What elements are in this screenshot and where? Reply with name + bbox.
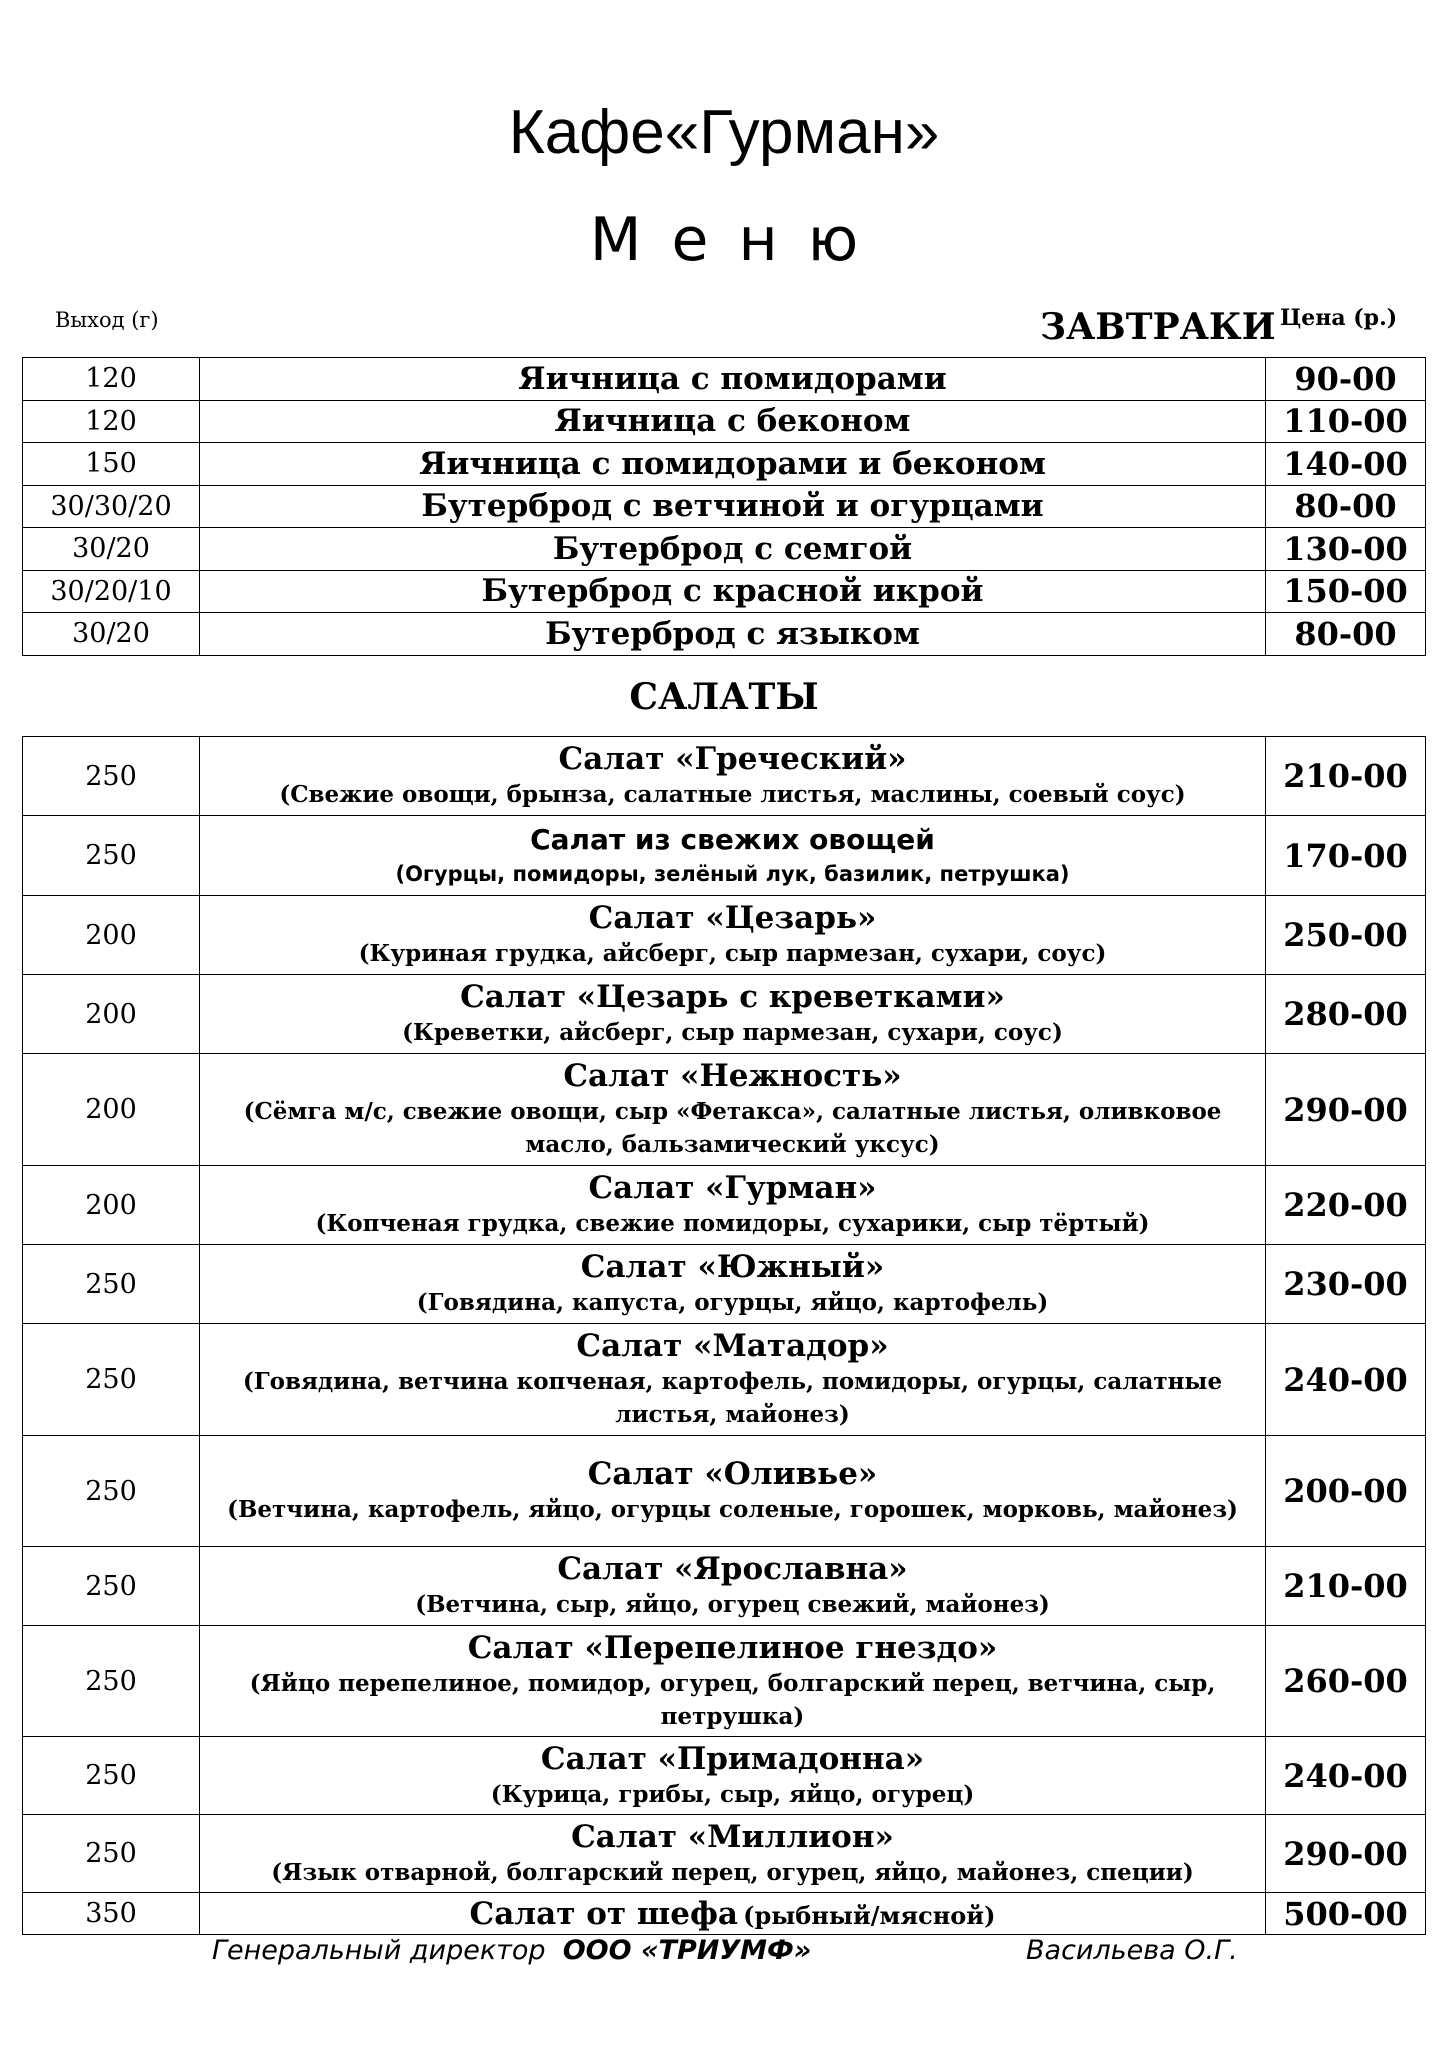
- item-description: (Язык отварной, болгарский перец, огурец, яйцо, майонез, специи): [271, 1858, 1194, 1886]
- table-row: [23, 1324, 1426, 1436]
- item-description: (Яйцо перепелиное, помидор, огурец, болгарский перец, ветчина, сыр, петрушка): [249, 1669, 1216, 1730]
- item-name: Бутерброд с ветчиной и огурцами: [200, 485, 1266, 528]
- item-cell: [200, 1245, 1266, 1324]
- item-name: Салат «Греческий»: [558, 741, 907, 777]
- item-description: (Куриная грудка, айсберг, сыр пармезан, сухари, соус): [358, 940, 1107, 967]
- item-name: Салат «Перепелиное гнездо»: [467, 1629, 998, 1666]
- item-note: (рыбный/мясной): [743, 1900, 996, 1930]
- item-name: Салат «Нежность»: [563, 1058, 902, 1094]
- item-price: 280-00: [1266, 975, 1426, 1054]
- weight-column-label: Выход (г): [55, 308, 159, 332]
- table-row: [23, 816, 1426, 896]
- item-price: 150-00: [1266, 570, 1426, 613]
- item-name: Салат «Цезарь»: [588, 900, 877, 936]
- item-weight: 200: [23, 1054, 200, 1166]
- item-weight: 250: [23, 816, 200, 896]
- item-weight: 30/30/20: [23, 485, 200, 528]
- item-weight: 250: [23, 1324, 200, 1436]
- item-price: 110-00: [1266, 400, 1426, 443]
- item-weight: 350: [23, 1893, 200, 1935]
- item-weight: 120: [23, 400, 200, 443]
- item-description: (Говядина, капуста, огурцы, яйцо, картофель): [416, 1289, 1049, 1316]
- item-weight: 150: [23, 443, 200, 486]
- item-weight: 120: [23, 358, 200, 401]
- table-row: [23, 896, 1426, 975]
- breakfast-section-title: ЗАВТРАКИ: [1040, 306, 1276, 348]
- table-row: [23, 1893, 1426, 1935]
- item-description: (Креветки, айсберг, сыр пармезан, сухари, соус): [402, 1019, 1063, 1046]
- item-cell: [200, 896, 1266, 975]
- table-row: [23, 528, 1426, 571]
- table-row: [23, 975, 1426, 1054]
- salads-table: [22, 736, 1426, 1935]
- item-price: 240-00: [1266, 1737, 1426, 1815]
- item-description: (Говядина, ветчина копченая, картофель, помидоры, огурцы, салатные листья, майонез): [242, 1368, 1223, 1428]
- item-name: Салат «Цезарь с креветками»: [460, 979, 1005, 1015]
- table-row: [23, 1245, 1426, 1324]
- item-price: 230-00: [1266, 1245, 1426, 1324]
- item-description: (Курица, грибы, сыр, яйцо, огурец): [490, 1780, 975, 1808]
- item-weight: 200: [23, 896, 200, 975]
- item-price: 80-00: [1266, 613, 1426, 656]
- item-name: Салат «Ярославна»: [557, 1551, 908, 1587]
- table-row: [23, 1436, 1426, 1547]
- item-cell: [200, 1324, 1266, 1436]
- table-row: [23, 1166, 1426, 1245]
- menu-subtitle: Меню: [589, 205, 889, 275]
- item-price: 210-00: [1266, 1547, 1426, 1626]
- item-weight: 250: [23, 1815, 200, 1893]
- item-weight: 250: [23, 1626, 200, 1737]
- item-cell: [200, 1815, 1266, 1893]
- item-name: Бутерброд с красной икрой: [200, 570, 1266, 613]
- table-row: [23, 485, 1426, 528]
- item-name: Салат «Оливье»: [587, 1456, 878, 1492]
- item-name: Бутерброд с семгой: [200, 528, 1266, 571]
- item-name: Салат «Миллион»: [571, 1818, 894, 1855]
- item-price: 260-00: [1266, 1626, 1426, 1737]
- item-weight: 200: [23, 975, 200, 1054]
- item-cell: [200, 816, 1266, 896]
- signature-line: [212, 1935, 811, 1966]
- item-weight: 250: [23, 1436, 200, 1547]
- company-name: ООО «ТРИУМФ»: [562, 1935, 812, 1966]
- table-row: [23, 613, 1426, 656]
- signatory-name: Васильева О.Г.: [1026, 1935, 1238, 1966]
- item-price: 500-00: [1266, 1893, 1426, 1935]
- price-column-label: Цена (р.): [1280, 305, 1398, 331]
- item-price: 210-00: [1266, 737, 1426, 816]
- table-row: [23, 1054, 1426, 1166]
- item-description: (Ветчина, картофель, яйцо, огурцы соленые, горошек, морковь, майонез): [227, 1496, 1238, 1523]
- item-description: (Сёмга м/с, свежие овощи, сыр «Фетакса», салатные листья, оливковое масло, бальзамический уксус): [243, 1098, 1222, 1158]
- item-price: 80-00: [1266, 485, 1426, 528]
- item-cell: [200, 1054, 1266, 1166]
- table-row: [23, 1626, 1426, 1737]
- item-description: (Ветчина, сыр, яйцо, огурец свежий, майонез): [415, 1591, 1050, 1618]
- item-cell: [200, 1626, 1266, 1737]
- breakfast-table: [22, 357, 1426, 656]
- item-weight: 250: [23, 1547, 200, 1626]
- item-price: 90-00: [1266, 358, 1426, 401]
- item-name: Салат «Гурман»: [588, 1170, 877, 1206]
- item-weight: 250: [23, 737, 200, 816]
- item-weight: 30/20: [23, 613, 200, 656]
- item-cell: [200, 737, 1266, 816]
- item-price: 250-00: [1266, 896, 1426, 975]
- item-price: 140-00: [1266, 443, 1426, 486]
- table-row: [23, 400, 1426, 443]
- item-weight: 30/20: [23, 528, 200, 571]
- item-description: (Копченая грудка, свежие помидоры, сухарики, сыр тёртый): [315, 1210, 1150, 1237]
- item-price: 290-00: [1266, 1815, 1426, 1893]
- item-name: Бутерброд с языком: [200, 613, 1266, 656]
- item-cell: [200, 1737, 1266, 1815]
- item-cell: [200, 1547, 1266, 1626]
- item-name: Салат «Матадор»: [576, 1328, 889, 1364]
- item-description: (Свежие овощи, брынза, салатные листья, маслины, соевый соус): [279, 781, 1186, 808]
- item-cell: [200, 1436, 1266, 1547]
- item-weight: 250: [23, 1737, 200, 1815]
- item-cell: [200, 1166, 1266, 1245]
- item-price: 200-00: [1266, 1436, 1426, 1547]
- item-cell: [200, 1893, 1266, 1935]
- item-price: 240-00: [1266, 1324, 1426, 1436]
- item-price: 220-00: [1266, 1166, 1426, 1245]
- table-row: [23, 1737, 1426, 1815]
- item-price: 130-00: [1266, 528, 1426, 571]
- item-price: 170-00: [1266, 816, 1426, 896]
- item-name: Яичница с помидорами и беконом: [200, 443, 1266, 486]
- item-name: Салат «Примадонна»: [540, 1740, 925, 1777]
- item-name: Салат «Южный»: [580, 1249, 885, 1285]
- table-row: [23, 1815, 1426, 1893]
- table-row: [23, 443, 1426, 486]
- item-name: Яичница с беконом: [200, 400, 1266, 443]
- item-cell: [200, 975, 1266, 1054]
- table-row: [23, 737, 1426, 816]
- salads-section-title: САЛАТЫ: [629, 676, 819, 718]
- table-row: [23, 358, 1426, 401]
- table-row: [23, 570, 1426, 613]
- cafe-title: Кафе«Гурман»: [508, 98, 940, 167]
- item-name: Салат из свежих овощей: [530, 822, 935, 856]
- item-weight: 30/20/10: [23, 570, 200, 613]
- item-price: 290-00: [1266, 1054, 1426, 1166]
- director-title: Генеральный директор: [212, 1935, 546, 1966]
- item-weight: 200: [23, 1166, 200, 1245]
- item-name: Яичница с помидорами: [200, 358, 1266, 401]
- item-description: (Огурцы, помидоры, зелёный лук, базилик, петрушка): [395, 861, 1070, 886]
- table-row: [23, 1547, 1426, 1626]
- item-weight: 250: [23, 1245, 200, 1324]
- item-name: Салат от шефа: [469, 1895, 739, 1932]
